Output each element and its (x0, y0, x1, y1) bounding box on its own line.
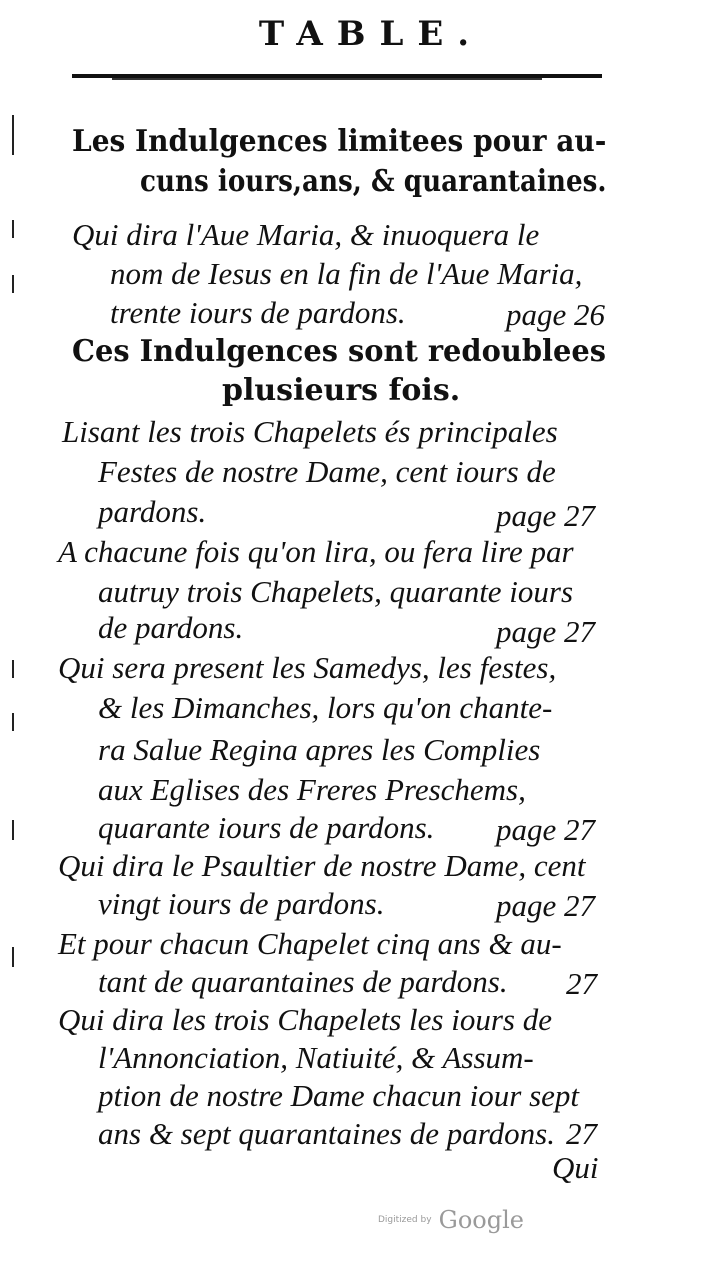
section-heading-line: plusieurs fois. (222, 373, 461, 408)
entry-line: Qui dira l'Aue Maria, & inuoquera le (72, 217, 540, 252)
page-reference: page 27 (496, 614, 596, 649)
entry-line: vingt iours de pardons. (98, 886, 385, 921)
entry-line: ans & sept quarantaines de pardons. (98, 1116, 555, 1151)
running-title: TABLE. (258, 14, 484, 54)
entry-line: nom de Iesus en la fin de l'Aue Maria, (110, 256, 583, 291)
entry-line: Lisant les trois Chapelets és principales (62, 414, 558, 449)
google-wordmark: Google (438, 1206, 524, 1234)
digitized-by-label: Digitized by (378, 1215, 432, 1225)
entry-line: pardons. (98, 494, 207, 529)
entry-line: aux Eglises des Freres Preschems, (98, 772, 526, 807)
entry-line: ption de nostre Dame chacun iour sept (98, 1078, 579, 1113)
entry-line: quarante iours de pardons. (98, 810, 435, 845)
section-heading-line: Les Indulgences limitees pour au- (72, 124, 607, 159)
entry-line: A chacune fois qu'on lira, ou fera lire par (58, 534, 574, 569)
entry-line: de pardons. (98, 610, 244, 645)
entry-line: autruy trois Chapelets, quarante iours (98, 574, 574, 609)
page-reference: 27 (566, 1116, 597, 1151)
entry-line: & les Dimanches, lors qu'on chante- (98, 690, 553, 725)
page-reference: page 27 (496, 812, 596, 847)
digitization-watermark (378, 1206, 524, 1234)
entry-line: Festes de nostre Dame, cent iours de (98, 454, 556, 489)
section-heading-line: cuns iours,ans, & quarantaines. (140, 164, 607, 199)
entry-line: trente iours de pardons. (110, 295, 406, 330)
entry-line: tant de quarantaines de pardons. (98, 964, 508, 999)
section-heading-line: Ces Indulgences sont redoublees (72, 334, 606, 369)
entry-line: Qui sera present les Samedys, les festes, (58, 650, 557, 685)
page-reference: page 26 (506, 297, 606, 332)
page-reference: page 27 (496, 498, 596, 533)
entry-line: Qui dira le Psaultier de nostre Dame, cent (58, 848, 586, 883)
page-reference: page 27 (496, 888, 596, 923)
entry-line: l'Annonciation, Natiuité, & Assum- (98, 1040, 534, 1075)
entry-line: ra Salue Regina apres les Complies (98, 732, 541, 767)
page-reference: 27 (566, 966, 597, 1001)
entry-line: Et pour chacun Chapelet cinq ans & au- (58, 926, 562, 961)
entry-line: Qui dira les trois Chapelets les iours de (58, 1002, 552, 1037)
catchword: Qui (552, 1150, 599, 1185)
